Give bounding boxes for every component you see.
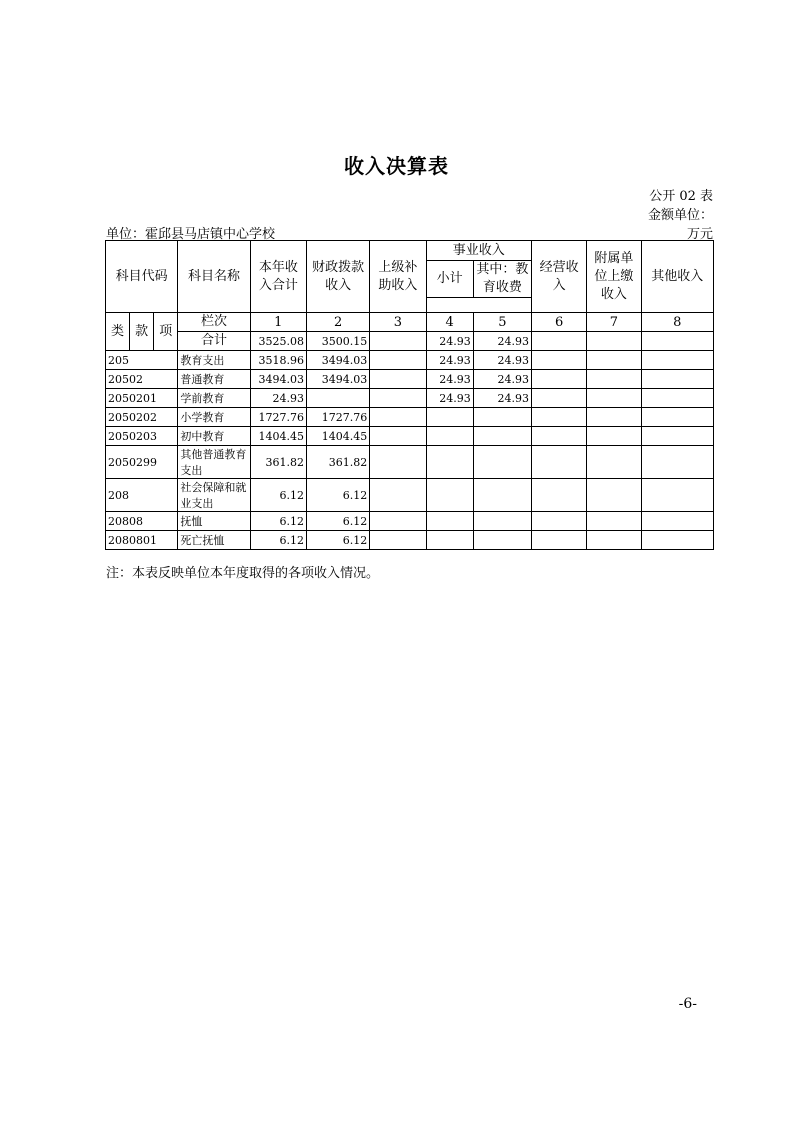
value-cell: 3494.03 <box>306 351 369 370</box>
table-row <box>106 479 714 512</box>
value-cell <box>587 446 641 479</box>
value-cell <box>532 531 587 550</box>
value-cell <box>587 427 641 446</box>
header-subject-name: 科目名称 <box>178 241 250 313</box>
value-cell: 361.82 <box>306 446 369 479</box>
table-row <box>106 512 714 531</box>
subject-name-cell: 其他普通教育支出 <box>178 446 250 479</box>
subject-code-cell: 208 <box>106 479 178 512</box>
table-row <box>106 408 714 427</box>
value-cell <box>426 512 473 531</box>
value-cell <box>532 512 587 531</box>
amount-unit-label: 金额单位： <box>647 208 713 223</box>
value-cell: 3518.96 <box>250 351 306 370</box>
value-cell: 3494.03 <box>306 370 369 389</box>
table-row <box>106 531 714 550</box>
subject-code-cell: 205 <box>106 351 178 370</box>
form-code: 公开 02 表 <box>649 189 713 204</box>
header-affiliated-income: 附属单位上缴收入 <box>587 241 641 313</box>
value-cell: 6.12 <box>306 479 369 512</box>
value-cell: 1404.45 <box>250 427 306 446</box>
value-cell <box>532 427 587 446</box>
subject-name-cell: 普通教育 <box>178 370 250 389</box>
value-cell <box>587 479 641 512</box>
organization-name: 单位：霍邱县马店镇中心学校 <box>106 227 276 242</box>
subject-code-cell: 20808 <box>106 512 178 531</box>
value-cell: 24.93 <box>250 389 306 408</box>
value-cell: 6.12 <box>250 531 306 550</box>
value-cell: 24.93 <box>426 351 473 370</box>
value-cell <box>641 512 713 531</box>
value-cell <box>587 408 641 427</box>
value-cell: 1404.45 <box>306 427 369 446</box>
value-cell: 1727.76 <box>306 408 369 427</box>
value-cell <box>473 408 531 427</box>
column-number: 6 <box>532 313 587 332</box>
value-cell: 24.93 <box>473 389 531 408</box>
column-number: 5 <box>473 313 531 332</box>
value-cell: 6.12 <box>250 512 306 531</box>
subject-code-cell: 2080801 <box>106 531 178 550</box>
subject-name-cell: 教育支出 <box>178 351 250 370</box>
total-value <box>532 332 587 351</box>
value-cell <box>587 370 641 389</box>
subject-name-cell: 抚恤 <box>178 512 250 531</box>
value-cell <box>426 408 473 427</box>
value-cell <box>473 512 531 531</box>
header-subject-code: 科目代码 <box>106 241 178 313</box>
column-number: 7 <box>587 313 641 332</box>
value-cell <box>532 408 587 427</box>
column-number: 3 <box>370 313 426 332</box>
value-cell <box>370 370 426 389</box>
value-cell <box>426 427 473 446</box>
value-cell <box>473 446 531 479</box>
subject-code-cell: 20502 <box>106 370 178 389</box>
value-cell <box>641 479 713 512</box>
value-cell <box>641 446 713 479</box>
subject-code-cell: 2050203 <box>106 427 178 446</box>
header-superior-subsidy: 上级补助收入 <box>370 241 426 313</box>
subject-name-cell: 学前教育 <box>178 389 250 408</box>
total-row <box>106 332 714 351</box>
subject-code-cell: 2050202 <box>106 408 178 427</box>
value-cell: 6.12 <box>306 531 369 550</box>
value-cell <box>532 370 587 389</box>
total-value: 24.93 <box>426 332 473 351</box>
value-cell: 24.93 <box>426 370 473 389</box>
value-cell <box>306 389 369 408</box>
value-cell <box>532 446 587 479</box>
header-education-fee: 其中：教育收费 <box>473 261 531 298</box>
column-number: 8 <box>641 313 713 332</box>
value-cell: 6.12 <box>306 512 369 531</box>
value-cell <box>641 427 713 446</box>
value-cell <box>426 479 473 512</box>
header-operating-income: 经营收入 <box>532 241 587 313</box>
value-cell <box>641 389 713 408</box>
value-cell <box>370 427 426 446</box>
value-cell <box>370 408 426 427</box>
subject-name-cell: 死亡抚恤 <box>178 531 250 550</box>
page-title: 收入决算表 <box>344 154 449 178</box>
value-cell <box>641 351 713 370</box>
column-number: 2 <box>306 313 369 332</box>
header-lei: 类 <box>106 313 130 351</box>
value-cell <box>370 389 426 408</box>
value-cell <box>370 479 426 512</box>
value-cell <box>587 389 641 408</box>
total-value <box>587 332 641 351</box>
subject-name-cell: 初中教育 <box>178 427 250 446</box>
value-cell: 24.93 <box>473 351 531 370</box>
table-row <box>106 351 714 370</box>
header-xiang: 项 <box>154 313 178 351</box>
value-cell <box>641 408 713 427</box>
subject-name-cell: 小学教育 <box>178 408 250 427</box>
subject-code-cell: 2050299 <box>106 446 178 479</box>
value-cell: 6.12 <box>250 479 306 512</box>
value-cell <box>370 531 426 550</box>
subject-code-cell: 2050201 <box>106 389 178 408</box>
value-cell: 24.93 <box>473 370 531 389</box>
value-cell: 361.82 <box>250 446 306 479</box>
value-cell <box>532 389 587 408</box>
table-row <box>106 370 714 389</box>
page-number: -6- <box>678 996 697 1012</box>
value-cell: 3494.03 <box>250 370 306 389</box>
value-cell <box>473 479 531 512</box>
value-cell <box>426 446 473 479</box>
value-cell <box>532 351 587 370</box>
value-cell <box>473 427 531 446</box>
total-value <box>370 332 426 351</box>
column-number: 4 <box>426 313 473 332</box>
header-kuan: 款 <box>130 313 154 351</box>
header-column-label: 栏次 <box>178 313 250 332</box>
income-table <box>105 240 714 550</box>
total-value: 24.93 <box>473 332 531 351</box>
value-cell <box>587 531 641 550</box>
value-cell <box>641 370 713 389</box>
value-cell <box>426 531 473 550</box>
total-value <box>641 332 713 351</box>
header-business-income: 事业收入 <box>426 241 532 261</box>
value-cell <box>370 512 426 531</box>
header-subtotal: 小计 <box>426 261 473 298</box>
total-value: 3525.08 <box>250 332 306 351</box>
header-other-income: 其他收入 <box>641 241 713 313</box>
total-value: 3500.15 <box>306 332 369 351</box>
table-row <box>106 446 714 479</box>
header-fiscal-allocation: 财政拨款收入 <box>306 241 369 313</box>
value-cell <box>370 351 426 370</box>
table-row <box>106 389 714 408</box>
unit-value: 万元 <box>686 227 713 242</box>
table-row <box>106 427 714 446</box>
subject-name-cell: 社会保障和就业支出 <box>178 479 250 512</box>
value-cell <box>532 479 587 512</box>
column-number: 1 <box>250 313 306 332</box>
table-note: 注：本表反映单位本年度取得的各项收入情况。 <box>106 566 380 581</box>
value-cell <box>473 531 531 550</box>
value-cell <box>587 351 641 370</box>
header-total-income: 本年收入合计 <box>250 241 306 313</box>
value-cell: 24.93 <box>426 389 473 408</box>
total-label: 合计 <box>178 332 250 351</box>
value-cell: 1727.76 <box>250 408 306 427</box>
value-cell <box>587 512 641 531</box>
value-cell <box>641 531 713 550</box>
value-cell <box>370 446 426 479</box>
